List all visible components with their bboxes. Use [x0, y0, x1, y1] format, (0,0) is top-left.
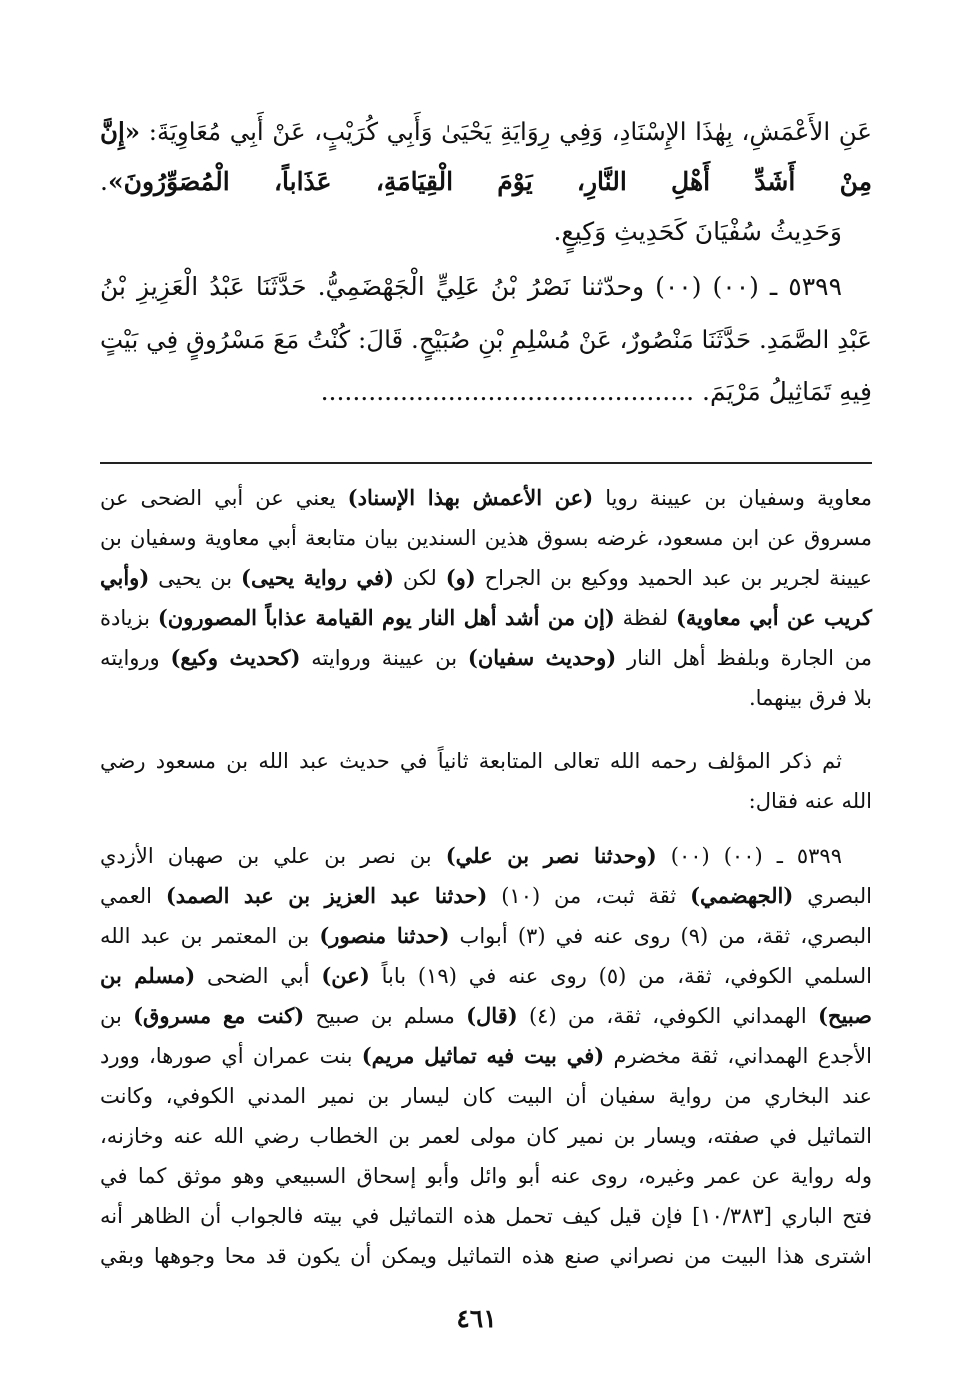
commentary-line: ثم ذكر المؤلف رحمه الله تعالى المتابعة ثانياً في حديث عبد الله بن مسعود رضي	[100, 749, 842, 773]
book-page	[100, 0, 872, 1384]
commentary-line: عند البخاري من رواية سفيان أن البيت كان ليسار بن نمير المدني الكوفي، وكانت	[100, 1084, 872, 1108]
footnote-divider	[100, 462, 872, 464]
commentary-line: عيينة لجرير بن عبد الحميد ووكيع بن الجراح (و) لكن (في رواية يحيى) بن يحيى (وأبي	[100, 565, 872, 590]
hadith-line: عَنِ الأَعْمَشِ، بِهٰذَا الإِسْنَادِ، وَفِي رِوَايَةِ يَحْيَىٰ وَأَبِي كُرَيْبٍ، عَنْ أَبِي مُعَاوِيَةَ: «إِنَّ	[100, 117, 872, 146]
commentary-line: البصري، ثقة، من (٩) روى عنه في (٣) أبواب (حدثنا منصور) بن المعتمر بن عبد الله	[100, 923, 872, 948]
commentary-line: السلمي الكوفي، ثقة، من (٥) روى عنه في (١٩) باباً (عن) أبي الضحى (مسلم بن	[100, 963, 872, 988]
hadith-line: عَبْدِ الصَّمَدِ. حَدَّثَنَا مَنْصُورٌ، عَنْ مُسْلِمِ بْنِ صُبَيْحٍ. قَالَ: كُنْتُ مَعَ مَسْرُوقٍ فِي بَيْتٍ	[100, 325, 872, 354]
hadith-line: ٥٣٩٩ ـ (٠٠) (٠٠) وحدّثنا نَصْرُ بْنُ عَلِيٍّ الْجَهْضَمِيُّ. حَدَّثَنَا عَبْدُ الْعَزِيزِ بْنُ	[100, 272, 842, 301]
commentary-line: الأجدع الهمداني، ثقة مخضرم (في بيت فيه تماثيل مريم) بنت عمران أي صورها، وورد	[100, 1043, 872, 1068]
commentary-line: فتح الباري [١٠/٣٨٣] فإن قيل كيف تحمل هذه التماثيل في بيته فالجواب أن الظاهر أنه	[100, 1204, 872, 1228]
commentary-line: ٥٣٩٩ ـ (٠٠) (٠٠) (وحدثنا نصر بن علي) بن نصر بن علي بن صهبان الأزدي	[100, 843, 842, 868]
commentary-line: الله عنه فقال:	[748, 789, 872, 813]
commentary-line: مسروق عن ابن مسعود، غرضه بسوق هذين السندين بيان متابعة أبي معاوية وسفيان بن	[100, 526, 872, 550]
commentary-line: كريب عن أبي معاوية) لفظة (إن من أشد أهل النار يوم القيامة عذاباً المصورون) بزيادة	[100, 605, 872, 630]
hadith-line: وَحَدِيثُ سُفْيَانَ كَحَدِيثِ وَكِيعٍ.	[553, 217, 842, 246]
hadith-line: مِنْ أَشَدِّ أَهْلِ النَّارِ، يَوْمَ الْقِيَامَةِ، عَذَاباً، الْمُصَوِّرُونَ».	[100, 167, 872, 196]
commentary-line: البصري (الجهضمي) ثقة ثبت، من (١٠) (حدثنا عبد العزيز بن عبد الصمد) العمي	[100, 883, 872, 908]
hadith-line: فِيهِ تَمَاثِيلُ مَرْيَمَ. ...............................................	[320, 377, 872, 406]
commentary-line: وله رواية عن عمر وغيره، روى عنه أبو وائل وأبو إسحاق السبيعي وهو موثق كما في	[100, 1164, 872, 1188]
commentary-line: معاوية وسفيان بن عيينة رويا (عن الأعمش بهذا الإسناد) يعني عن أبي الضحى عن	[100, 485, 872, 510]
commentary-line: اشترى هذا البيت من نصراني صنع هذه التماثيل ويمكن أن يكون قد محا وجوهها وبقي	[100, 1244, 872, 1268]
page-number: ٤٦١	[456, 1304, 497, 1333]
commentary-line: من الجارة وبلفظ أهل النار (وحديث سفيان) بن عيينة وروايته (كحديث وكيع) وروايته	[100, 645, 873, 670]
commentary-line: صبيح) الهمداني الكوفي، ثقة، من (٤) (قال) مسلم بن صبيح (كنت مع مسروق) بن	[100, 1003, 872, 1028]
commentary-line: بلا فرق بينهما.	[748, 686, 872, 710]
commentary-line: التماثيل في صفته، ويسار بن نمير كان مولى لعمر بن الخطاب رضي الله عنه وخازنه،	[100, 1124, 872, 1148]
